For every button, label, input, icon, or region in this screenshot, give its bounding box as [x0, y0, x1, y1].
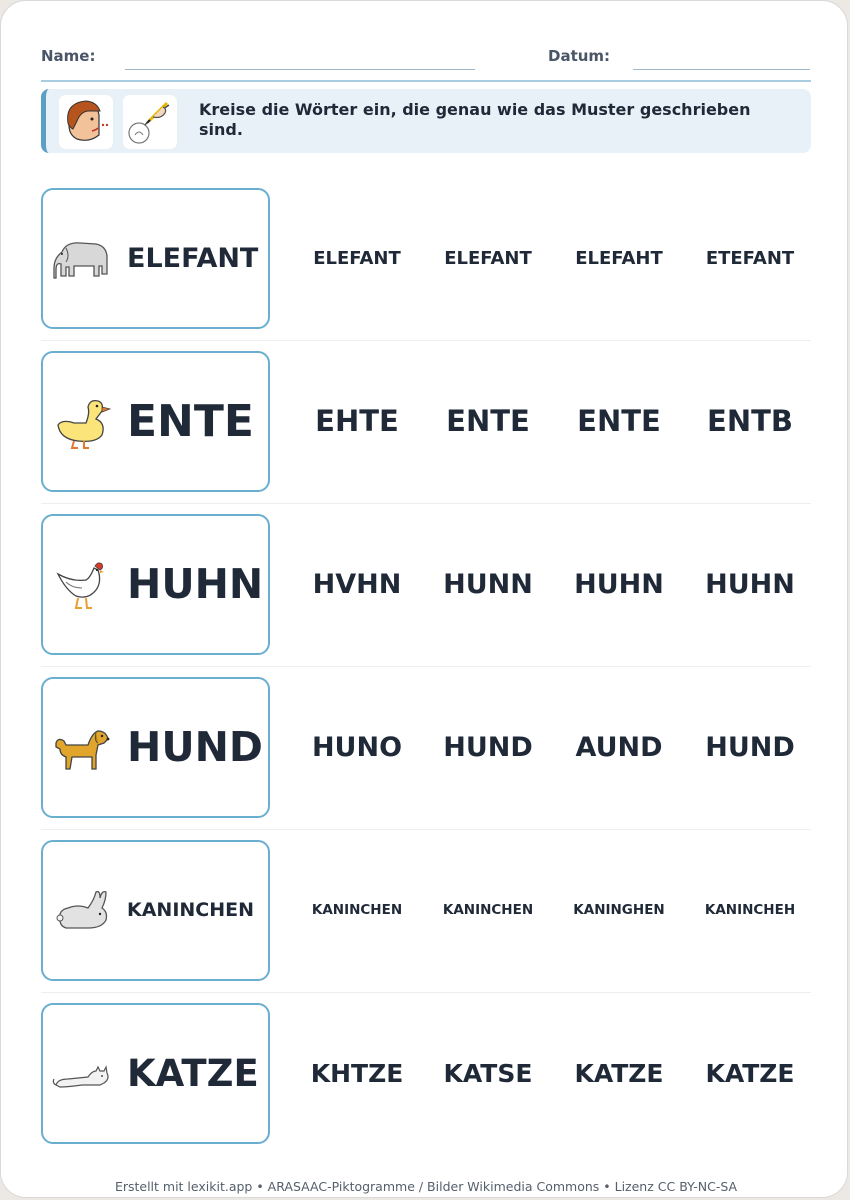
row-divider [41, 666, 811, 667]
candidate-word[interactable]: ETEFANT [705, 248, 795, 269]
name-label: Name: [41, 47, 96, 65]
header-divider [41, 80, 811, 82]
candidate-word[interactable]: KANINCHEN [311, 902, 403, 918]
word-row-kaninchen [41, 840, 811, 982]
word-row-huhn [41, 514, 811, 656]
model-word: KATZE [127, 1052, 259, 1095]
hand-writing-icon [123, 95, 177, 149]
word-row-elefant [41, 188, 811, 330]
row-divider [41, 992, 811, 993]
model-card [41, 514, 270, 655]
model-card [41, 1003, 270, 1144]
candidate-word[interactable]: ENTE [577, 404, 661, 438]
model-card [41, 677, 270, 818]
candidate-word[interactable]: KANINCHEN [442, 902, 534, 918]
row-divider [41, 340, 811, 341]
elephant-icon [52, 234, 112, 288]
candidate-word[interactable]: HVHN [312, 569, 402, 600]
candidate-word[interactable]: KANINGHEN [573, 902, 665, 918]
word-row-hund [41, 677, 811, 819]
model-word: KANINCHEN [127, 899, 255, 921]
date-label: Datum: [548, 47, 611, 65]
candidate-word[interactable]: KANINCHEH [704, 902, 796, 918]
candidate-word[interactable]: HUHN [574, 569, 664, 600]
word-row-ente [41, 351, 811, 493]
candidate-word[interactable]: HUHN [705, 569, 795, 600]
row-divider [41, 829, 811, 830]
instruction-box [41, 89, 811, 153]
cat-icon [52, 1049, 112, 1103]
date-line[interactable] [633, 69, 810, 70]
chicken-icon [52, 560, 112, 614]
instruction-text: Kreise die Wörter ein, die genau wie das Muster geschrieben sind. [199, 100, 751, 139]
candidate-word[interactable]: HUNO [311, 732, 403, 763]
candidate-word[interactable]: HUNN [443, 569, 533, 600]
candidate-word[interactable]: KATZE [705, 1059, 795, 1088]
candidate-word[interactable]: ENTB [707, 404, 793, 438]
model-card [41, 840, 270, 981]
model-word: ENTE [127, 396, 254, 447]
candidate-word[interactable]: ELEFANT [313, 248, 401, 269]
rabbit-icon [52, 886, 112, 940]
name-line[interactable] [125, 69, 475, 70]
model-word: HUHN [127, 560, 264, 608]
candidate-word[interactable]: HUND [705, 732, 795, 763]
candidate-word[interactable]: ELEFANT [444, 248, 532, 269]
word-row-katze [41, 1003, 811, 1145]
candidate-word[interactable]: ELEFAHT [575, 248, 663, 269]
dog-icon [52, 723, 112, 777]
candidate-word[interactable]: HUND [443, 732, 533, 763]
duck-icon [52, 397, 112, 451]
footer-credits: Erstellt mit lexikit.app • ARASAAC-Piktogramme / Bilder Wikimedia Commons • Lizenz CC BY-NC-SA [114, 1179, 738, 1194]
model-card [41, 188, 270, 329]
candidate-word[interactable]: ENTE [446, 404, 530, 438]
model-word: HUND [127, 723, 263, 771]
candidate-word[interactable]: AUND [575, 732, 663, 763]
model-card [41, 351, 270, 492]
model-word: ELEFANT [127, 243, 259, 274]
candidate-word[interactable]: KATZE [574, 1059, 664, 1088]
candidate-word[interactable]: KATSE [443, 1059, 533, 1088]
candidate-word[interactable]: EHTE [315, 404, 399, 438]
candidate-word[interactable]: KHTZE [310, 1059, 404, 1088]
speaking-head-icon [59, 95, 113, 149]
row-divider [41, 503, 811, 504]
